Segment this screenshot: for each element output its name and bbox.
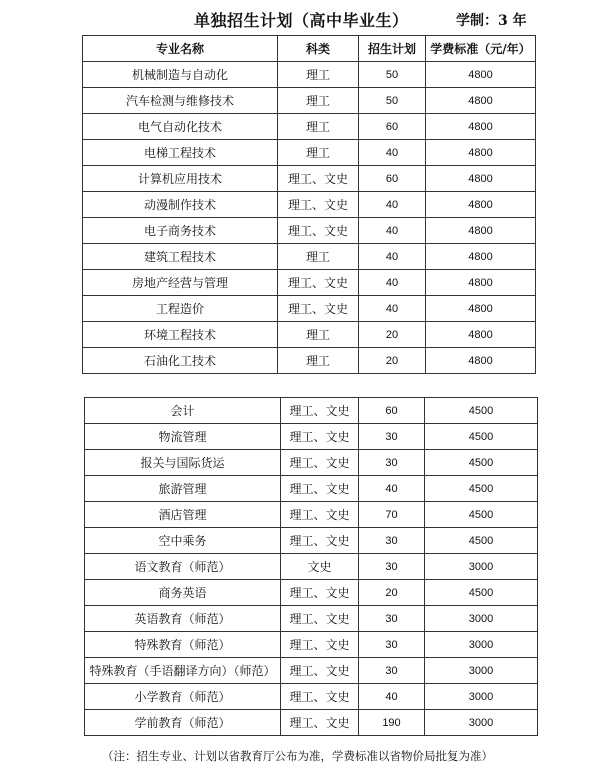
cell-major: 报关与国际货运 bbox=[85, 450, 281, 476]
cell-plan: 60 bbox=[359, 398, 425, 424]
cell-major: 环境工程技术 bbox=[83, 322, 278, 348]
cell-major: 动漫制作技术 bbox=[83, 192, 278, 218]
table-row bbox=[83, 218, 536, 244]
cell-major: 房地产经营与管理 bbox=[83, 270, 278, 296]
cell-major: 计算机应用技术 bbox=[83, 166, 278, 192]
cell-fee: 4500 bbox=[425, 580, 538, 606]
cell-major: 特殊教育（手语翻译方向）（师范） bbox=[85, 658, 281, 684]
enrollment-table-2 bbox=[84, 397, 538, 736]
cell-plan: 30 bbox=[359, 424, 425, 450]
cell-plan: 20 bbox=[359, 322, 426, 348]
table-row bbox=[83, 62, 536, 88]
table-row bbox=[83, 348, 536, 374]
cell-category: 理工 bbox=[278, 244, 359, 270]
table-row bbox=[83, 244, 536, 270]
cell-plan: 50 bbox=[359, 62, 426, 88]
cell-major: 小学教育（师范） bbox=[85, 684, 281, 710]
table-row bbox=[83, 140, 536, 166]
cell-major: 汽车检测与维修技术 bbox=[83, 88, 278, 114]
cell-plan: 30 bbox=[359, 606, 425, 632]
cell-category: 理工 bbox=[278, 114, 359, 140]
cell-category: 理工、文史 bbox=[281, 606, 359, 632]
program-duration: 学制：3 年 bbox=[456, 13, 527, 29]
table-header-row bbox=[83, 36, 536, 62]
table-row bbox=[85, 710, 538, 736]
cell-category: 理工、文史 bbox=[281, 502, 359, 528]
table-row bbox=[85, 424, 538, 450]
cell-plan: 50 bbox=[359, 88, 426, 114]
table-row bbox=[83, 296, 536, 322]
cell-category: 理工、文史 bbox=[281, 684, 359, 710]
cell-plan: 60 bbox=[359, 114, 426, 140]
enrollment-table-1 bbox=[82, 35, 536, 374]
cell-fee: 3000 bbox=[425, 554, 538, 580]
cell-fee: 4500 bbox=[425, 502, 538, 528]
cell-fee: 3000 bbox=[425, 684, 538, 710]
cell-fee: 4800 bbox=[426, 244, 536, 270]
table-row bbox=[85, 502, 538, 528]
cell-major: 空中乘务 bbox=[85, 528, 281, 554]
cell-category: 理工、文史 bbox=[281, 450, 359, 476]
cell-plan: 30 bbox=[359, 632, 425, 658]
cell-plan: 30 bbox=[359, 554, 425, 580]
cell-major: 英语教育（师范） bbox=[85, 606, 281, 632]
cell-plan: 30 bbox=[359, 658, 425, 684]
table-row bbox=[85, 684, 538, 710]
cell-fee: 4500 bbox=[425, 528, 538, 554]
cell-category: 理工、文史 bbox=[278, 270, 359, 296]
table-row bbox=[85, 398, 538, 424]
cell-category: 理工 bbox=[278, 62, 359, 88]
cell-fee: 3000 bbox=[425, 658, 538, 684]
cell-fee: 4800 bbox=[426, 88, 536, 114]
cell-fee: 3000 bbox=[425, 606, 538, 632]
cell-major: 电子商务技术 bbox=[83, 218, 278, 244]
cell-category: 文史 bbox=[281, 554, 359, 580]
cell-plan: 60 bbox=[359, 166, 426, 192]
cell-category: 理工、文史 bbox=[278, 296, 359, 322]
cell-fee: 4800 bbox=[426, 218, 536, 244]
table-row bbox=[85, 632, 538, 658]
table-row bbox=[85, 528, 538, 554]
table-row bbox=[85, 554, 538, 580]
cell-fee: 3000 bbox=[425, 632, 538, 658]
cell-fee: 4800 bbox=[426, 62, 536, 88]
cell-major: 建筑工程技术 bbox=[83, 244, 278, 270]
cell-category: 理工、文史 bbox=[278, 166, 359, 192]
cell-major: 石油化工技术 bbox=[83, 348, 278, 374]
cell-category: 理工、文史 bbox=[281, 424, 359, 450]
cell-plan: 30 bbox=[359, 528, 425, 554]
cell-plan: 190 bbox=[359, 710, 425, 736]
cell-plan: 40 bbox=[359, 270, 426, 296]
cell-plan: 40 bbox=[359, 192, 426, 218]
cell-category: 理工 bbox=[278, 88, 359, 114]
cell-category: 理工 bbox=[278, 322, 359, 348]
cell-fee: 4500 bbox=[425, 476, 538, 502]
cell-major: 语文教育（师范） bbox=[85, 554, 281, 580]
cell-plan: 70 bbox=[359, 502, 425, 528]
cell-fee: 4800 bbox=[426, 348, 536, 374]
cell-plan: 40 bbox=[359, 296, 426, 322]
cell-major: 学前教育（师范） bbox=[85, 710, 281, 736]
cell-major: 物流管理 bbox=[85, 424, 281, 450]
cell-fee: 4800 bbox=[426, 192, 536, 218]
cell-major: 特殊教育（师范） bbox=[85, 632, 281, 658]
header-fee: 学费标准（元/年） bbox=[426, 36, 536, 62]
table-row bbox=[85, 606, 538, 632]
cell-category: 理工、文史 bbox=[281, 710, 359, 736]
footer-note: （注：招生专业、计划以省教育厅公布为准，学费标准以省物价局批复为准） bbox=[102, 749, 493, 763]
cell-fee: 4800 bbox=[426, 140, 536, 166]
table-row bbox=[85, 450, 538, 476]
cell-plan: 40 bbox=[359, 218, 426, 244]
cell-fee: 4500 bbox=[425, 450, 538, 476]
table-row bbox=[83, 166, 536, 192]
cell-category: 理工、文史 bbox=[278, 218, 359, 244]
cell-fee: 4800 bbox=[426, 296, 536, 322]
table-row bbox=[85, 580, 538, 606]
cell-category: 理工、文史 bbox=[278, 192, 359, 218]
cell-fee: 4500 bbox=[425, 424, 538, 450]
page-title: 单独招生计划（高中毕业生） bbox=[194, 11, 409, 30]
table-row bbox=[83, 192, 536, 218]
cell-category: 理工、文史 bbox=[281, 476, 359, 502]
cell-major: 旅游管理 bbox=[85, 476, 281, 502]
cell-major: 机械制造与自动化 bbox=[83, 62, 278, 88]
cell-category: 理工、文史 bbox=[281, 632, 359, 658]
cell-fee: 4800 bbox=[426, 166, 536, 192]
header-plan: 招生计划 bbox=[359, 36, 426, 62]
cell-fee: 4800 bbox=[426, 114, 536, 140]
cell-major: 电梯工程技术 bbox=[83, 140, 278, 166]
header-category: 科类 bbox=[278, 36, 359, 62]
table-row bbox=[85, 658, 538, 684]
cell-major: 工程造价 bbox=[83, 296, 278, 322]
cell-fee: 3000 bbox=[425, 710, 538, 736]
cell-plan: 20 bbox=[359, 348, 426, 374]
cell-category: 理工、文史 bbox=[281, 658, 359, 684]
cell-fee: 4800 bbox=[426, 270, 536, 296]
cell-category: 理工 bbox=[278, 348, 359, 374]
cell-major: 酒店管理 bbox=[85, 502, 281, 528]
title-row bbox=[0, 8, 595, 32]
cell-category: 理工、文史 bbox=[281, 398, 359, 424]
table-row bbox=[83, 114, 536, 140]
table-row bbox=[83, 88, 536, 114]
cell-fee: 4500 bbox=[425, 398, 538, 424]
cell-plan: 40 bbox=[359, 244, 426, 270]
table-row bbox=[83, 322, 536, 348]
cell-plan: 40 bbox=[359, 684, 425, 710]
cell-category: 理工、文史 bbox=[281, 528, 359, 554]
cell-plan: 20 bbox=[359, 580, 425, 606]
cell-major: 会计 bbox=[85, 398, 281, 424]
cell-category: 理工、文史 bbox=[281, 580, 359, 606]
table-row bbox=[85, 476, 538, 502]
cell-plan: 30 bbox=[359, 450, 425, 476]
cell-fee: 4800 bbox=[426, 322, 536, 348]
cell-major: 商务英语 bbox=[85, 580, 281, 606]
cell-major: 电气自动化技术 bbox=[83, 114, 278, 140]
table-row bbox=[83, 270, 536, 296]
header-major: 专业名称 bbox=[83, 36, 278, 62]
cell-plan: 40 bbox=[359, 476, 425, 502]
cell-category: 理工 bbox=[278, 140, 359, 166]
cell-plan: 40 bbox=[359, 140, 426, 166]
